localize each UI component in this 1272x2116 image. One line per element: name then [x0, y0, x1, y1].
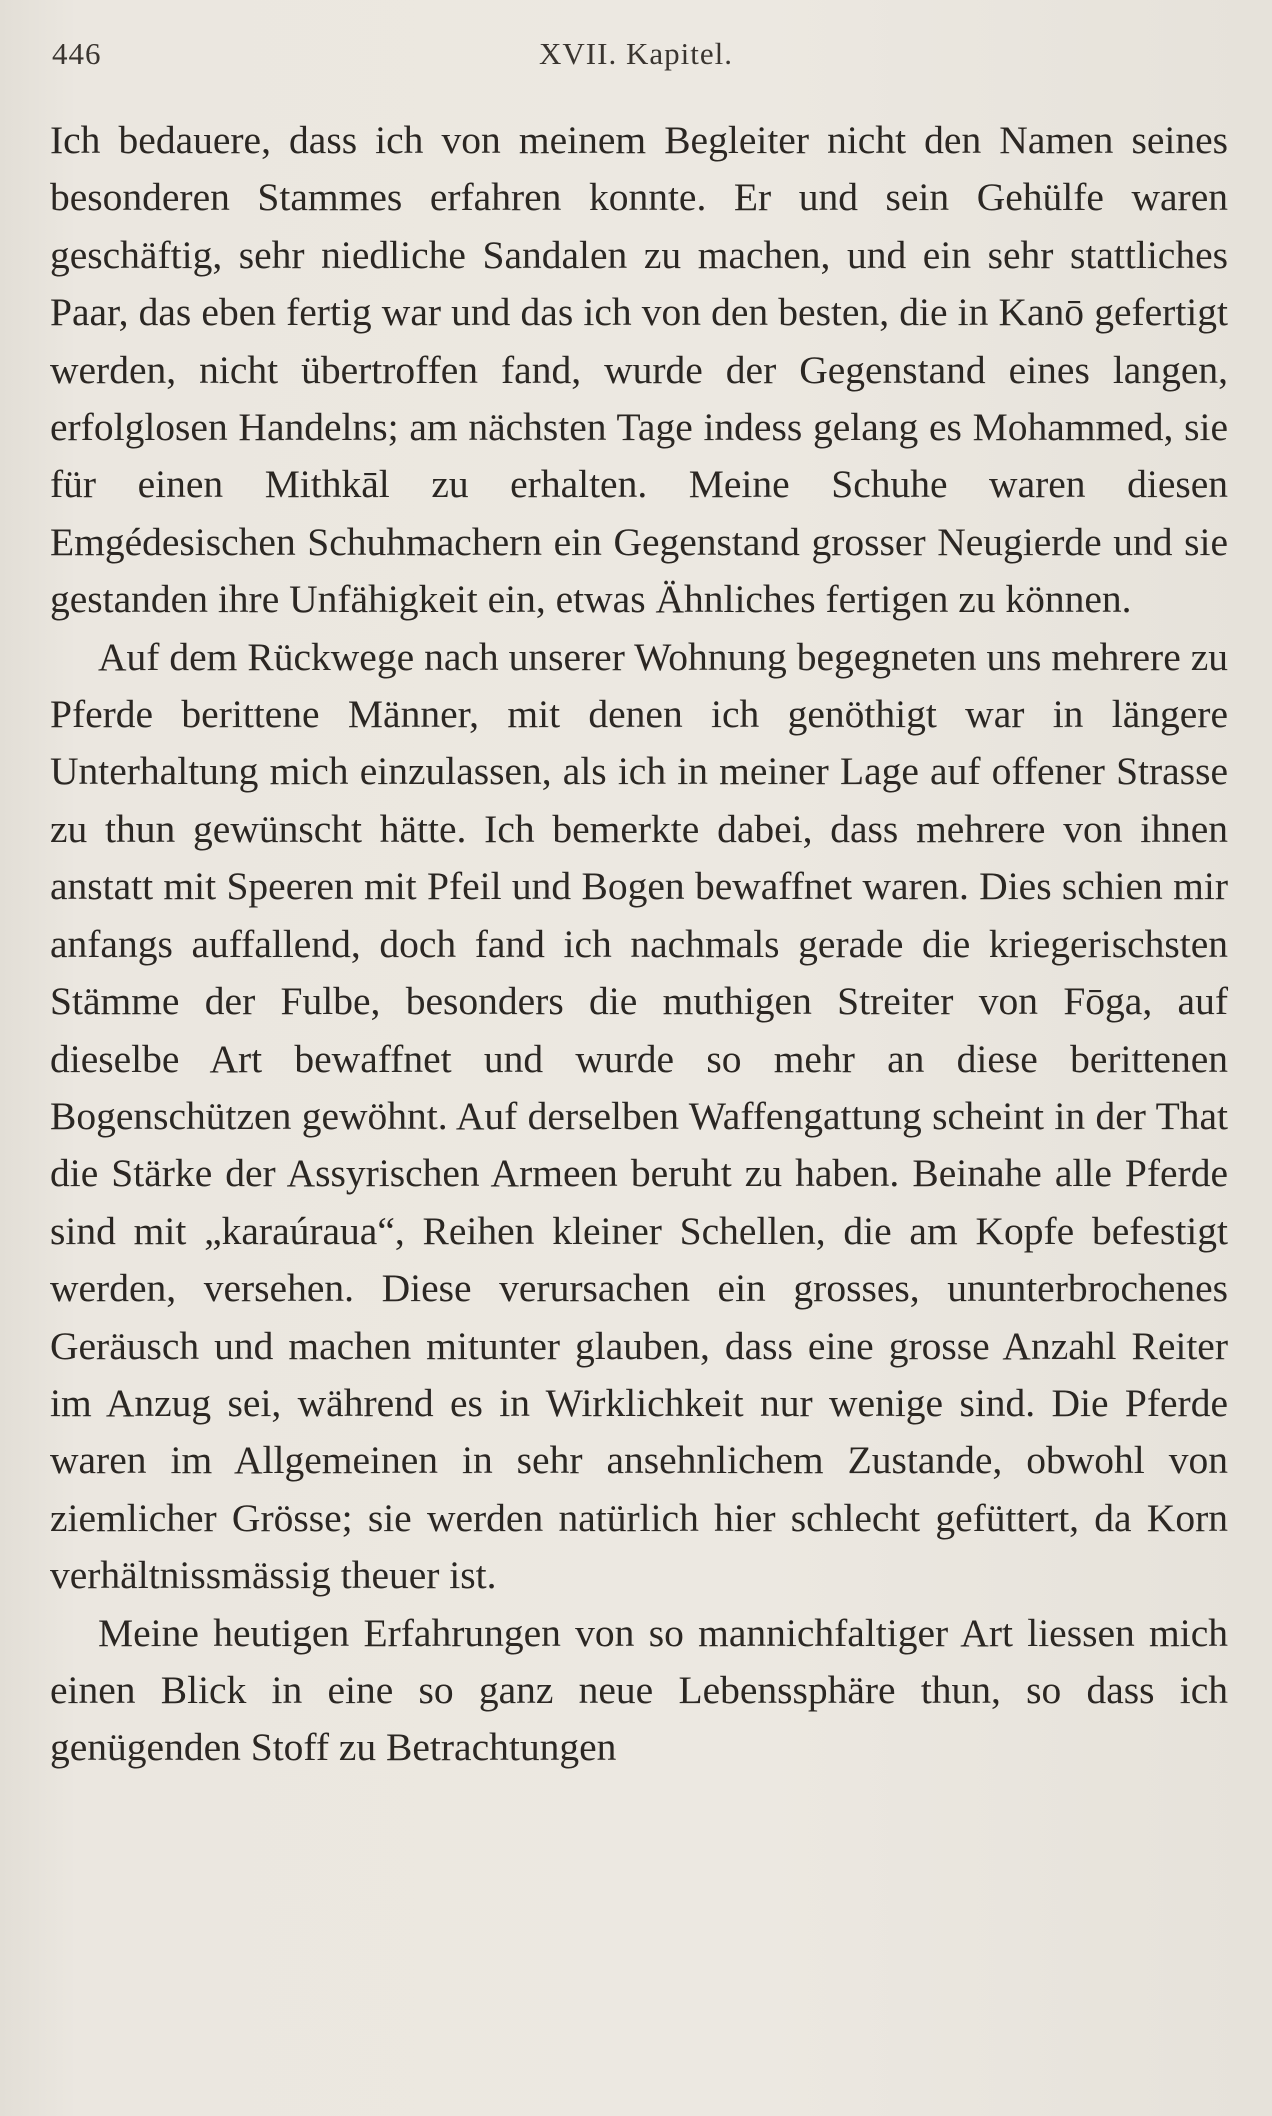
paragraph-1: Ich bedauere, dass ich von meinem Begleiter nicht den Namen seines besonderen Stammes erfahren konnte. Er und sein Gehülfe waren geschäftig, sehr niedliche Sandalen zu machen, und ein sehr stattliches Paar, das eben fertig war und das ich von den besten, die in Kanō gefertigt werden, nicht übertroffen fand, wurde der Gegenstand eines langen, erfolglosen Handelns; am nächsten Tage indess gelang es Mohammed, sie für einen Mithkāl zu erhalten. Meine Schuhe waren diesen Emgédesischen Schuhmachern ein Gegenstand grosser Neugierde und sie gestanden ihre Unfähigkeit ein, etwas Ähnliches fertigen zu können. [50, 118, 1228, 622]
paragraph-2: Auf dem Rückwege nach unserer Wohnung begegneten uns mehrere zu Pferde berittene Männer, mit denen ich genöthigt war in längere Unterhaltung mich einzulassen, als ich in meiner Lage auf offener Strasse zu thun gewünscht hätte. Ich bemerkte dabei, dass mehrere von ihnen anstatt mit Speeren mit Pfeil und Bogen bewaffnet waren. Dies schien mir anfangs auffallend, doch fand ich nachmals gerade die kriegerischsten Stämme der Fulbe, besonders die muthigen Streiter von Fōga, auf dieselbe Art bewaffnet und wurde so mehr an diese berittenen Bogenschützen gewöhnt. Auf derselben Waffengattung scheint in der That die Stärke der Assyrischen Armeen beruht zu haben. Beinahe alle Pferde sind mit „karaúraua“, Reihen kleiner Schellen, die am Kopfe befestigt werden, versehen. Diese verursachen ein grosses, ununterbrochenes Geräusch und machen mitunter glauben, dass eine grosse Anzahl Reiter im Anzug sei, während es in Wirklichkeit nur wenige sind. Die Pferde waren im Allgemeinen in sehr ansehnlichem Zustande, obwohl von ziemlicher Grösse; sie werden natürlich hier schlecht gefüttert, da Korn verhältnissmässig theuer ist. [50, 634, 1228, 1598]
running-head: XVII. Kapitel. [539, 36, 733, 71]
page-number: 446 [52, 36, 102, 71]
paragraph-3: Meine heutigen Erfahrungen von so mannichfaltiger Art liessen mich einen Blick in eine so ganz neue Lebenssphäre thun, so dass ich genügenden Stoff zu Betrachtungen [50, 1610, 1228, 1770]
page-header [52, 36, 1220, 86]
body-text [50, 112, 1228, 1777]
